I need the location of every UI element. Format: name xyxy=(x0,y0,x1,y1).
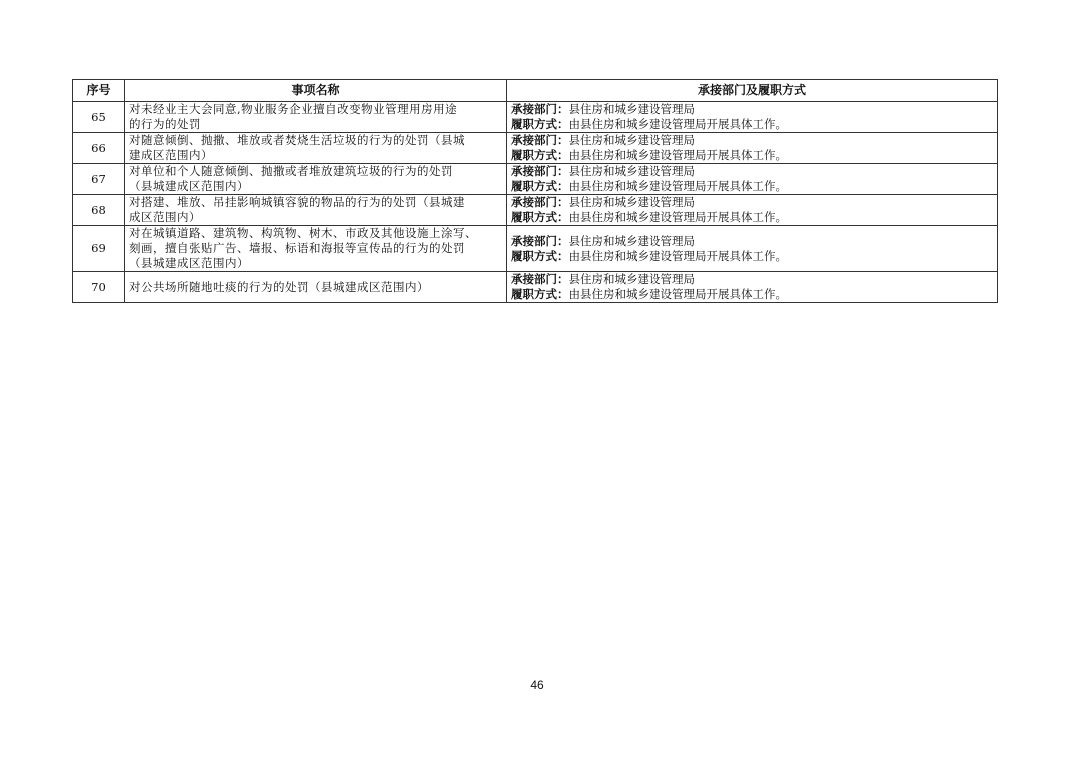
table-row xyxy=(73,102,998,133)
table-row xyxy=(73,272,998,303)
method-label: 履职方式： xyxy=(511,287,569,301)
table-header-row xyxy=(73,80,998,102)
dept-line xyxy=(511,164,993,179)
dept-label: 承接部门： xyxy=(511,164,569,178)
item-name-line: 的行为的处罚 xyxy=(129,117,201,131)
method-label: 履职方式： xyxy=(511,148,569,162)
method-value: 由县住房和城乡建设管理局开展具体工作。 xyxy=(568,248,787,263)
table-row xyxy=(73,195,998,226)
dept-cell xyxy=(507,195,998,226)
item-name xyxy=(125,272,507,303)
item-name-line: 对搭建、堆放、吊挂影响城镇容貌的物品的行为的处罚（县城建 xyxy=(129,195,465,209)
row-number: 66 xyxy=(73,133,125,164)
dept-cell xyxy=(507,226,998,272)
item-name-line: （县城建成区范围内） xyxy=(129,179,249,193)
item-name xyxy=(125,102,507,133)
table-row xyxy=(73,164,998,195)
method-line xyxy=(511,249,993,264)
dept-value: 县住房和城乡建设管理局 xyxy=(568,195,695,209)
item-name-line: 对在城镇道路、建筑物、构筑物、树木、市政及其他设施上涂写、 xyxy=(129,226,477,240)
item-name-line: 对公共场所随地吐痰的行为的处罚（县城建成区范围内） xyxy=(129,279,429,294)
method-label: 履职方式： xyxy=(511,248,569,263)
item-name xyxy=(125,133,507,164)
item-name-line: 成区范围内） xyxy=(129,210,201,224)
method-line xyxy=(511,117,993,132)
row-number: 69 xyxy=(73,226,125,272)
dept-cell xyxy=(507,164,998,195)
row-number: 67 xyxy=(73,164,125,195)
method-line xyxy=(511,148,993,163)
method-line xyxy=(511,179,993,194)
dept-label: 承接部门： xyxy=(511,102,569,116)
method-value: 由县住房和城乡建设管理局开展具体工作。 xyxy=(568,210,787,224)
header-no: 序号 xyxy=(73,80,125,102)
dept-line xyxy=(511,195,993,210)
dept-line xyxy=(511,234,993,249)
dept-cell xyxy=(507,133,998,164)
method-value: 由县住房和城乡建设管理局开展具体工作。 xyxy=(568,179,787,193)
item-name xyxy=(125,226,507,272)
dept-cell xyxy=(507,272,998,303)
item-name-line: 对随意倾倒、抛撒、堆放或者焚烧生活垃圾的行为的处罚（县城 xyxy=(129,133,465,147)
method-line xyxy=(511,287,993,302)
dept-value: 县住房和城乡建设管理局 xyxy=(568,102,695,116)
method-value: 由县住房和城乡建设管理局开展具体工作。 xyxy=(568,117,787,131)
dept-line xyxy=(511,272,993,287)
dept-cell xyxy=(507,102,998,133)
method-line xyxy=(511,210,993,225)
dept-value: 县住房和城乡建设管理局 xyxy=(568,133,695,147)
method-label: 履职方式： xyxy=(511,179,569,193)
item-name-line: （县城建成区范围内） xyxy=(129,256,249,270)
item-name xyxy=(125,164,507,195)
dept-line xyxy=(511,133,993,148)
dept-label: 承接部门： xyxy=(511,133,569,147)
table-row xyxy=(73,133,998,164)
dept-value: 县住房和城乡建设管理局 xyxy=(568,164,695,178)
dept-value: 县住房和城乡建设管理局 xyxy=(568,272,695,286)
item-name-line: 对未经业主大会同意,物业服务企业擅自改变物业管理用房用途 xyxy=(129,102,458,116)
item-name xyxy=(125,195,507,226)
item-name-line: 对单位和个人随意倾倒、抛撒或者堆放建筑垃圾的行为的处罚 xyxy=(129,164,453,178)
dept-label: 承接部门： xyxy=(511,233,569,248)
item-name-line: 刻画，擅自张贴广告、墙报、标语和海报等宣传品的行为的处罚 xyxy=(129,241,465,255)
method-label: 履职方式： xyxy=(511,117,569,131)
header-dept: 承接部门及履职方式 xyxy=(507,80,998,102)
row-number: 70 xyxy=(73,272,125,303)
method-value: 由县住房和城乡建设管理局开展具体工作。 xyxy=(568,287,787,301)
dept-line xyxy=(511,102,993,117)
row-number: 65 xyxy=(73,102,125,133)
dept-label: 承接部门： xyxy=(511,195,569,209)
items-table xyxy=(72,79,998,303)
dept-value: 县住房和城乡建设管理局 xyxy=(568,233,695,248)
dept-label: 承接部门： xyxy=(511,272,569,286)
row-number: 68 xyxy=(73,195,125,226)
page-number: 46 xyxy=(530,678,544,692)
table-row xyxy=(73,226,998,272)
method-value: 由县住房和城乡建设管理局开展具体工作。 xyxy=(568,148,787,162)
item-name-line: 建成区范围内） xyxy=(129,148,213,162)
header-name: 事项名称 xyxy=(125,80,507,102)
method-label: 履职方式： xyxy=(511,210,569,224)
